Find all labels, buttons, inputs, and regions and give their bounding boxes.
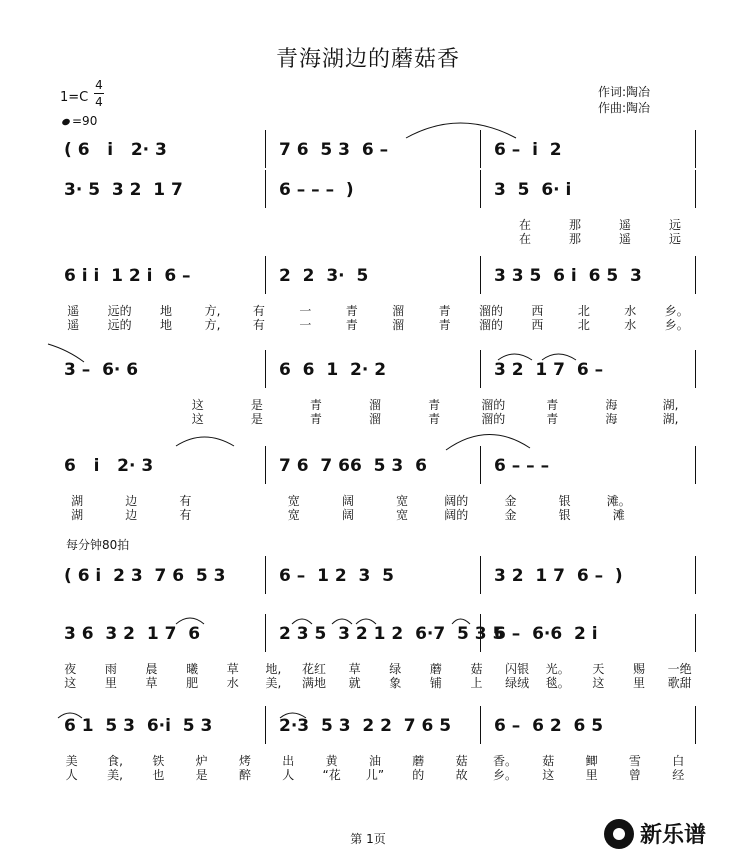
lyric-syllable: 水 bbox=[624, 304, 637, 318]
lyric-syllable bbox=[213, 506, 267, 522]
lyric-syllable: 边 bbox=[125, 494, 138, 508]
lyric-syllable: 远 bbox=[668, 232, 681, 246]
lyric-syllable: 青 bbox=[309, 412, 322, 426]
lyric-syllable bbox=[646, 506, 700, 522]
barline bbox=[480, 130, 481, 168]
barline bbox=[695, 446, 696, 484]
measure bbox=[265, 262, 480, 290]
time-sig-bottom: 4 bbox=[95, 95, 103, 109]
measure-notes: ( 6 i 2 3 7 6 5 3 bbox=[64, 566, 226, 586]
lyric-syllable: 草 bbox=[226, 662, 239, 676]
lyric-syllable: 湖, bbox=[662, 398, 679, 412]
measure-notes: ( 6 i 2· 3 bbox=[64, 140, 167, 160]
measure bbox=[265, 356, 480, 384]
lyric-syllable: 青 bbox=[428, 412, 441, 426]
lyric-syllable: 蘑 bbox=[412, 754, 425, 768]
lyric-syllable: 食, bbox=[107, 754, 123, 768]
barline bbox=[265, 130, 266, 168]
lyric-syllable: 菇 bbox=[455, 754, 468, 768]
lyric-syllable: 那 bbox=[568, 218, 581, 232]
measure-notes: 6 i 2· 3 bbox=[64, 456, 154, 476]
lyrics-line bbox=[50, 674, 700, 690]
lyric-syllable: 北 bbox=[577, 304, 590, 318]
barline bbox=[480, 446, 481, 484]
lyric-syllable: 湖, bbox=[662, 412, 679, 426]
lyric-syllable: 溜的 bbox=[479, 304, 504, 318]
lyric-syllable: 毯。 bbox=[545, 676, 570, 690]
lyric-syllable: 油 bbox=[368, 754, 381, 768]
measure-notes: 6 – 6·6 2 i bbox=[494, 624, 598, 644]
lyric-syllable: 光。 bbox=[545, 662, 570, 676]
lyric-syllable: “花 bbox=[322, 768, 341, 782]
lyric-syllable: 上 bbox=[470, 676, 483, 690]
composer: 作曲:陶冶 bbox=[598, 101, 651, 115]
lyric-syllable: 青 bbox=[345, 318, 358, 332]
tempo-marking bbox=[62, 114, 97, 128]
lyric-syllable: 绿绒 bbox=[505, 676, 530, 690]
barline bbox=[265, 556, 266, 594]
lyric-syllable: 地 bbox=[160, 318, 173, 332]
lyric-syllable: 青 bbox=[428, 398, 441, 412]
lyric-syllable: 蘑 bbox=[429, 662, 442, 676]
lyric-syllable: 里 bbox=[104, 676, 117, 690]
site-logo bbox=[604, 818, 706, 849]
lyric-syllable bbox=[450, 230, 500, 246]
lyric-syllable: 在 bbox=[518, 218, 531, 232]
measure-notes: 3 2 1 7 6 – ) bbox=[494, 566, 623, 586]
measure-notes: 6 – – – bbox=[494, 456, 550, 476]
lyric-syllable: 绿 bbox=[389, 662, 402, 676]
lyric-syllable: 遥 bbox=[67, 318, 80, 332]
measure bbox=[50, 176, 265, 204]
lyric-syllable: 海 bbox=[605, 398, 618, 412]
barline bbox=[265, 170, 266, 208]
lyric-syllable bbox=[150, 230, 200, 246]
lyric-syllable: 有 bbox=[252, 318, 265, 332]
barline bbox=[695, 614, 696, 652]
lyric-syllable bbox=[50, 410, 109, 426]
lyric-syllable: 一 bbox=[299, 318, 312, 332]
notes-line bbox=[50, 452, 700, 480]
lyric-syllable bbox=[109, 410, 168, 426]
lyric-syllable: 水 bbox=[226, 676, 239, 690]
measure-notes: 2·3 5 3 2 2 7 6 5 bbox=[279, 716, 452, 736]
lyric-syllable: 青 bbox=[345, 304, 358, 318]
lyric-syllable: 宽 bbox=[396, 494, 409, 508]
lyric-syllable: 白 bbox=[672, 754, 685, 768]
notes-line bbox=[50, 136, 700, 164]
lyrics-line bbox=[50, 230, 700, 246]
lyric-syllable: 乡。 bbox=[664, 318, 689, 332]
lyric-syllable: 西 bbox=[531, 304, 544, 318]
lyric-syllable bbox=[400, 230, 450, 246]
measure-notes: 3 6 3 2 1 7 6 bbox=[64, 624, 201, 644]
lyric-syllable: 方, bbox=[204, 318, 221, 332]
measure-notes: 6 – i 2 bbox=[494, 140, 562, 160]
lyric-syllable: 遥 bbox=[618, 232, 631, 246]
measure-notes: 6 6 1 2· 2 bbox=[279, 360, 387, 380]
lyric-syllable: 湖 bbox=[71, 508, 84, 522]
lyric-syllable: 溜的 bbox=[481, 412, 506, 426]
lyric-syllable: 一绝 bbox=[667, 662, 692, 676]
lyric-syllable: 醉 bbox=[238, 768, 251, 782]
lyric-syllable: 曾 bbox=[628, 768, 641, 782]
lyric-syllable: 水 bbox=[624, 318, 637, 332]
lyric-syllable: 满地 bbox=[302, 676, 327, 690]
lyric-syllable bbox=[300, 230, 350, 246]
measure bbox=[480, 452, 695, 480]
measure bbox=[480, 136, 695, 164]
lyric-syllable: 闪银 bbox=[505, 662, 530, 676]
lyric-syllable bbox=[200, 230, 250, 246]
notes-line bbox=[50, 562, 700, 590]
measure-notes: 3 3 5 6 i 6 5 3 bbox=[494, 266, 642, 286]
lyric-syllable: 花红 bbox=[302, 662, 327, 676]
lyric-syllable: 这 bbox=[64, 676, 77, 690]
measure bbox=[265, 452, 480, 480]
lyric-syllable: 有 bbox=[179, 508, 192, 522]
measure bbox=[50, 562, 265, 590]
barline bbox=[480, 614, 481, 652]
barline bbox=[265, 446, 266, 484]
lyric-syllable: 青 bbox=[309, 398, 322, 412]
lyric-syllable: 是 bbox=[250, 398, 263, 412]
lyric-syllable: 湖 bbox=[71, 494, 84, 508]
notes-line bbox=[50, 356, 700, 384]
measure bbox=[480, 620, 695, 648]
measure-notes: 3 – 6· 6 bbox=[64, 360, 139, 380]
lyric-syllable: 里 bbox=[585, 768, 598, 782]
lyric-syllable bbox=[50, 230, 100, 246]
barline bbox=[480, 706, 481, 744]
lyric-syllable: 金 bbox=[504, 508, 517, 522]
lyric-syllable: 鲫 bbox=[585, 754, 598, 768]
measure bbox=[50, 712, 265, 740]
barline bbox=[480, 556, 481, 594]
time-signature bbox=[94, 78, 104, 109]
measure-notes: 6 – 1 2 3 5 bbox=[279, 566, 394, 586]
lyric-syllable: 这 bbox=[191, 398, 204, 412]
measure-notes: 3· 5 3 2 1 7 bbox=[64, 180, 183, 200]
lyric-syllable: 美, bbox=[107, 768, 123, 782]
lyric-syllable: 人 bbox=[282, 768, 295, 782]
lyric-syllable: 烤 bbox=[238, 754, 251, 768]
lyric-syllable bbox=[100, 230, 150, 246]
barline bbox=[480, 350, 481, 388]
notes-line bbox=[50, 176, 700, 204]
lyric-syllable: 溜 bbox=[392, 304, 405, 318]
lyric-syllable: 也 bbox=[152, 768, 165, 782]
lyric-syllable: 肥 bbox=[186, 676, 199, 690]
lyric-syllable: 美, bbox=[265, 676, 282, 690]
lyric-syllable: 有 bbox=[179, 494, 192, 508]
page-number: 第 1页 bbox=[350, 832, 386, 846]
measure bbox=[480, 562, 695, 590]
lyric-syllable: 滩 bbox=[612, 508, 625, 522]
lyric-syllable bbox=[350, 230, 400, 246]
lyric-syllable: 溜的 bbox=[481, 398, 506, 412]
barline bbox=[265, 256, 266, 294]
lyric-syllable: 是 bbox=[250, 412, 263, 426]
measure-notes: 7 6 7 66 5 3 6 bbox=[279, 456, 427, 476]
record-icon bbox=[604, 819, 634, 849]
logo-text: 新乐谱 bbox=[640, 823, 707, 848]
measure bbox=[480, 176, 695, 204]
barline bbox=[265, 350, 266, 388]
measure bbox=[50, 356, 265, 384]
lyric-syllable: 就 bbox=[348, 676, 361, 690]
barline bbox=[695, 130, 696, 168]
lyric-syllable: 遥 bbox=[618, 218, 631, 232]
lyric-syllable: 青 bbox=[438, 304, 451, 318]
lyric-syllable: 美 bbox=[65, 754, 78, 768]
barline bbox=[695, 256, 696, 294]
half-note-icon bbox=[61, 117, 71, 126]
barline bbox=[695, 706, 696, 744]
lyric-syllable: 出 bbox=[282, 754, 295, 768]
lyric-syllable: 故 bbox=[455, 768, 468, 782]
lyric-syllable: 有 bbox=[252, 304, 265, 318]
lyric-syllable: 地, bbox=[265, 662, 282, 676]
measure bbox=[480, 262, 695, 290]
lyric-syllable: 这 bbox=[592, 676, 605, 690]
lyric-syllable: 边 bbox=[125, 508, 138, 522]
lyric-syllable: 菇 bbox=[470, 662, 483, 676]
time-sig-top: 4 bbox=[95, 78, 103, 92]
tempo-change: 每分钟80拍 bbox=[66, 538, 130, 552]
lyrics-line bbox=[50, 506, 700, 522]
measure bbox=[480, 356, 695, 384]
measure bbox=[265, 620, 505, 648]
lyric-syllable: 这 bbox=[542, 768, 555, 782]
measure-notes: 2 3 5 3 2 1 2 6·7 5 3 5 bbox=[279, 624, 505, 644]
lyric-syllable: 乡。 bbox=[492, 768, 517, 782]
lyric-syllable: 菇 bbox=[542, 754, 555, 768]
measure bbox=[265, 562, 480, 590]
lyric-syllable: 是 bbox=[195, 768, 208, 782]
lyric-syllable: 歌甜 bbox=[667, 676, 692, 690]
lyric-syllable: 北 bbox=[577, 318, 590, 332]
measure bbox=[50, 136, 265, 164]
measure-notes: 6 – – – ) bbox=[279, 180, 354, 200]
lyric-syllable: 西 bbox=[531, 318, 544, 332]
lyric-syllable: 在 bbox=[518, 232, 531, 246]
lyric-syllable: 草 bbox=[145, 676, 158, 690]
lyrics-line bbox=[50, 766, 700, 782]
lyric-syllable: 夜 bbox=[64, 662, 77, 676]
measure bbox=[480, 712, 695, 740]
measure bbox=[265, 712, 480, 740]
barline bbox=[695, 170, 696, 208]
song-title: 青海湖边的蘑菇香 bbox=[275, 47, 460, 72]
lyric-syllable: 曦 bbox=[186, 662, 199, 676]
lyric-syllable: 铁 bbox=[152, 754, 165, 768]
key-signature: 1=C bbox=[60, 90, 89, 105]
credits bbox=[598, 84, 650, 116]
measure-notes: 6 i i 1 2 i 6 – bbox=[64, 266, 191, 286]
lyric-syllable: 这 bbox=[191, 412, 204, 426]
lyric-syllable: 阔的 bbox=[444, 508, 469, 522]
lyric-syllable: 那 bbox=[568, 232, 581, 246]
lyric-syllable: 雨 bbox=[104, 662, 117, 676]
lyric-syllable: 阔 bbox=[341, 508, 354, 522]
measure-notes: 7 6 5 3 6 – bbox=[279, 140, 389, 160]
lyric-syllable: 天 bbox=[592, 662, 605, 676]
barline bbox=[695, 556, 696, 594]
lyric-syllable: 溜 bbox=[369, 398, 382, 412]
lyric-syllable: 青 bbox=[438, 318, 451, 332]
lyric-syllable: 铺 bbox=[429, 676, 442, 690]
lyric-syllable: 海 bbox=[605, 412, 618, 426]
lyric-syllable: 黄 bbox=[325, 754, 338, 768]
measure-notes: 3 5 6· i bbox=[494, 180, 572, 200]
tempo-value: =90 bbox=[72, 114, 98, 128]
lyric-syllable: 里 bbox=[633, 676, 646, 690]
lyric-syllable: 人 bbox=[65, 768, 78, 782]
lyric-syllable: 炉 bbox=[195, 754, 208, 768]
lyric-syllable: 溜 bbox=[369, 412, 382, 426]
lyric-syllable: 宽 bbox=[287, 508, 300, 522]
measure-notes: 6 – 6 2 6 5 bbox=[494, 716, 604, 736]
lyric-syllable: 儿” bbox=[365, 768, 385, 782]
lyric-syllable: 远的 bbox=[107, 304, 132, 318]
lyric-syllable: 银 bbox=[558, 508, 571, 522]
lyric-syllable: 乡。 bbox=[664, 304, 689, 318]
lyric-syllable: 金 bbox=[504, 494, 517, 508]
lyric-syllable: 晨 bbox=[145, 662, 158, 676]
barline bbox=[265, 614, 266, 652]
lyric-syllable: 一 bbox=[299, 304, 312, 318]
lyric-syllable: 阔 bbox=[341, 494, 354, 508]
measure bbox=[50, 452, 265, 480]
lyric-syllable: 经 bbox=[672, 768, 685, 782]
lyric-syllable: 香。 bbox=[492, 754, 517, 768]
lyric-syllable: 宽 bbox=[396, 508, 409, 522]
lyric-syllable: 象 bbox=[389, 676, 402, 690]
lyric-syllable: 溜的 bbox=[479, 318, 504, 332]
lyric-syllable: 遥 bbox=[67, 304, 80, 318]
measure-notes: 3 2 1 7 6 – bbox=[494, 360, 604, 380]
barline bbox=[695, 350, 696, 388]
lyric-syllable: 远的 bbox=[107, 318, 132, 332]
lyric-syllable bbox=[250, 230, 300, 246]
lyric-syllable: 滩。 bbox=[606, 494, 631, 508]
notes-line bbox=[50, 262, 700, 290]
lyric-syllable: 方, bbox=[204, 304, 221, 318]
lyric-syllable: 草 bbox=[348, 662, 361, 676]
measure-notes: 2 2 3· 5 bbox=[279, 266, 369, 286]
lyric-syllable: 宽 bbox=[287, 494, 300, 508]
lyric-syllable: 雪 bbox=[628, 754, 641, 768]
lyric-syllable: 银 bbox=[558, 494, 571, 508]
measure bbox=[50, 620, 265, 648]
lyrics-line bbox=[50, 316, 700, 332]
lyric-syllable: 阔的 bbox=[444, 494, 469, 508]
measure-notes: 6 1 5 3 6·i 5 3 bbox=[64, 716, 213, 736]
lyrics-line bbox=[50, 410, 700, 426]
lyric-syllable: 溜 bbox=[392, 318, 405, 332]
measure bbox=[265, 176, 480, 204]
lyric-syllable: 赐 bbox=[633, 662, 646, 676]
barline bbox=[265, 706, 266, 744]
lyric-syllable: 地 bbox=[160, 304, 173, 318]
lyric-syllable: 青 bbox=[546, 412, 559, 426]
measure bbox=[50, 262, 265, 290]
lyric-syllable: 的 bbox=[412, 768, 425, 782]
lyric-syllable: 青 bbox=[546, 398, 559, 412]
measure bbox=[265, 136, 480, 164]
barline bbox=[480, 170, 481, 208]
barline bbox=[480, 256, 481, 294]
lyricist: 作词:陶冶 bbox=[598, 85, 651, 99]
notes-line bbox=[50, 712, 700, 740]
notes-line bbox=[50, 620, 700, 648]
lyric-syllable: 远 bbox=[668, 218, 681, 232]
